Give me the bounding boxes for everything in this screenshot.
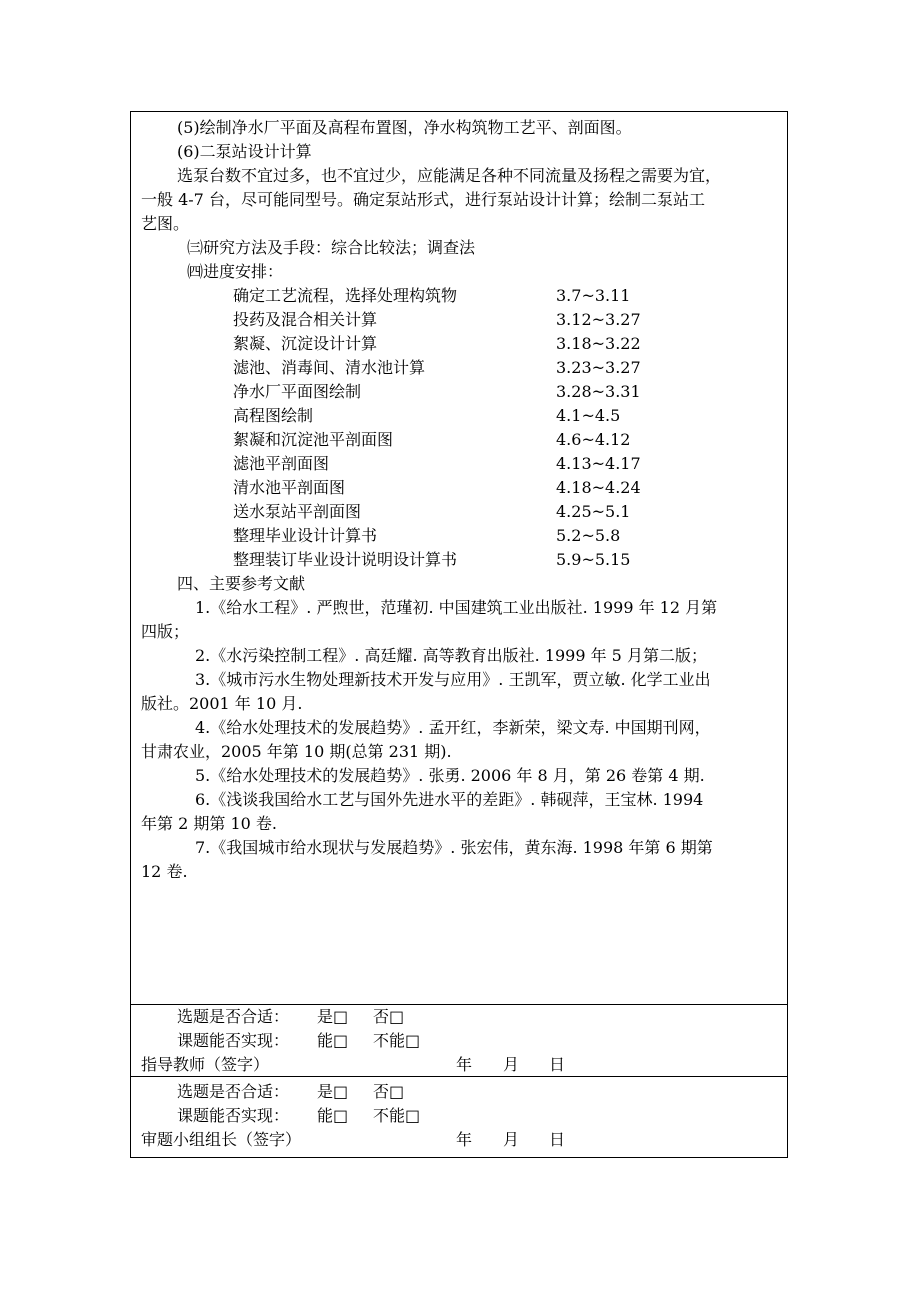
advisor-yes-checkbox[interactable]: □: [333, 1007, 349, 1026]
reference-1-line1: 1.《给水工程》. 严煦世，范瑾初. 中国建筑工业出版社. 1999 年 12 月第: [195, 598, 718, 617]
schedule-date: 3.12~3.27: [556, 310, 641, 329]
schedule-task: 滤池、消毒间、清水池计算: [233, 358, 426, 377]
advisor-feasible-question: 课题能否实现：: [177, 1031, 290, 1050]
schedule-date: 4.18~4.24: [556, 478, 641, 497]
panel-can-checkbox[interactable]: □: [333, 1106, 349, 1125]
schedule-date: 5.9~5.15: [556, 550, 631, 569]
advisor-date-day: 日: [549, 1055, 566, 1074]
panel-cannot-label: 不能: [373, 1106, 406, 1125]
advisor-no-option: [373, 1005, 404, 1029]
item-6-text-line1: 选泵台数不宜过多，也不宜过少，应能满足各种不同流量及扬程之需要为宜，: [177, 166, 722, 185]
schedule-task: 整理装订毕业设计说明设计算书: [233, 550, 458, 569]
reference-5: 5.《给水处理技术的发展趋势》. 张勇. 2006 年 8 月，第 26 卷第 4 期.: [195, 766, 705, 785]
advisor-yes-option: [317, 1005, 348, 1029]
schedule-heading: ㈣进度安排：: [187, 262, 284, 281]
schedule-date: 3.18~3.22: [556, 334, 641, 353]
advisor-date-year: 年: [456, 1055, 473, 1074]
proposal-form-table: [130, 111, 788, 1158]
methods-line: ㈢研究方法及手段：综合比较法；调查法: [187, 238, 476, 257]
schedule-date: 4.1~4.5: [556, 406, 621, 425]
advisor-yes-label: 是: [317, 1007, 334, 1026]
reference-6-line2: 年第 2 期第 10 卷.: [141, 814, 277, 833]
schedule-date: 5.2~5.8: [556, 526, 621, 545]
reference-1-line2: 四版；: [141, 622, 190, 641]
panel-yes-checkbox[interactable]: □: [333, 1082, 349, 1101]
schedule-task: 高程图绘制: [233, 406, 314, 425]
item-6-title: (6)二泵站设计计算: [177, 142, 312, 161]
advisor-suitable-question: 选题是否合适：: [177, 1007, 290, 1026]
schedule-date: 3.7~3.11: [556, 286, 631, 305]
schedule-task: 投药及混合相关计算: [233, 310, 378, 329]
advisor-cannot-checkbox[interactable]: □: [405, 1031, 421, 1050]
panel-date-day: 日: [549, 1130, 566, 1149]
schedule-date: 4.13~4.17: [556, 454, 641, 473]
advisor-can-checkbox[interactable]: □: [333, 1031, 349, 1050]
advisor-review-section: [131, 1005, 787, 1077]
schedule-task: 絮凝和沉淀池平剖面图: [233, 430, 394, 449]
advisor-no-label: 否: [373, 1007, 390, 1026]
panel-yes-option: [317, 1080, 348, 1104]
panel-suitable-question: 选题是否合适：: [177, 1082, 290, 1101]
schedule-task: 絮凝、沉淀设计计算: [233, 334, 378, 353]
item-6-text-line3: 艺图。: [141, 214, 190, 233]
panel-cannot-option: [373, 1104, 420, 1128]
reference-3-line1: 3.《城市污水生物处理新技术开发与应用》. 王凯军，贾立敏. 化学工业出: [195, 670, 711, 689]
reference-7-line2: 12 卷.: [141, 862, 188, 881]
reference-3-line2: 版社。2001 年 10 月.: [141, 694, 303, 713]
advisor-cannot-option: [373, 1029, 420, 1053]
panel-can-option: [317, 1104, 348, 1128]
panel-can-label: 能: [317, 1106, 334, 1125]
panel-no-label: 否: [373, 1082, 390, 1101]
schedule-task: 送水泵站平剖面图: [233, 502, 362, 521]
reference-4-line2: 甘肃农业，2005 年第 10 期(总第 231 期).: [141, 742, 452, 761]
schedule-date: 4.25~5.1: [556, 502, 631, 521]
panel-date-month: 月: [503, 1130, 520, 1149]
advisor-cannot-label: 不能: [373, 1031, 406, 1050]
references-heading: 四、主要参考文献: [177, 574, 306, 593]
advisor-can-label: 能: [317, 1031, 334, 1050]
advisor-no-checkbox[interactable]: □: [389, 1007, 405, 1026]
advisor-can-option: [317, 1029, 348, 1053]
schedule-date: 3.23~3.27: [556, 358, 641, 377]
schedule-task: 整理毕业设计计算书: [233, 526, 378, 545]
reference-7-line1: 7.《我国城市给水现状与发展趋势》. 张宏伟，黄东海. 1998 年第 6 期第: [195, 838, 713, 857]
panel-review-section: [131, 1077, 787, 1158]
content-section: [131, 112, 787, 1005]
item-5-text: (5)绘制净水厂平面及高程布置图，净水构筑物工艺平、剖面图。: [177, 118, 632, 137]
schedule-task: 清水池平剖面图: [233, 478, 346, 497]
panel-date-year: 年: [456, 1130, 473, 1149]
reference-4-line1: 4.《给水处理技术的发展趋势》. 孟开红，李新荣，梁文寿. 中国期刊网，: [195, 718, 711, 737]
reference-2: 2.《水污染控制工程》. 高廷耀. 高等教育出版社. 1999 年 5 月第二版；: [195, 646, 707, 665]
advisor-signature-label: 指导教师（签字）: [141, 1055, 270, 1074]
panel-no-option: [373, 1080, 404, 1104]
schedule-task: 净水厂平面图绘制: [233, 382, 362, 401]
schedule-task: 滤池平剖面图: [233, 454, 330, 473]
panel-feasible-question: 课题能否实现：: [177, 1106, 290, 1125]
panel-no-checkbox[interactable]: □: [389, 1082, 405, 1101]
schedule-date: 4.6~4.12: [556, 430, 631, 449]
panel-signature-label: 审题小组组长（签字）: [141, 1130, 302, 1149]
panel-yes-label: 是: [317, 1082, 334, 1101]
item-6-text-line2: 一般 4-7 台，尽可能同型号。确定泵站形式，进行泵站设计计算；绘制二泵站工: [141, 190, 705, 209]
panel-cannot-checkbox[interactable]: □: [405, 1106, 421, 1125]
reference-6-line1: 6.《浅谈我国给水工艺与国外先进水平的差距》. 韩砚萍，王宝林. 1994: [195, 790, 704, 809]
advisor-date-month: 月: [503, 1055, 520, 1074]
schedule-date: 3.28~3.31: [556, 382, 641, 401]
schedule-task: 确定工艺流程，选择处理构筑物: [233, 286, 458, 305]
